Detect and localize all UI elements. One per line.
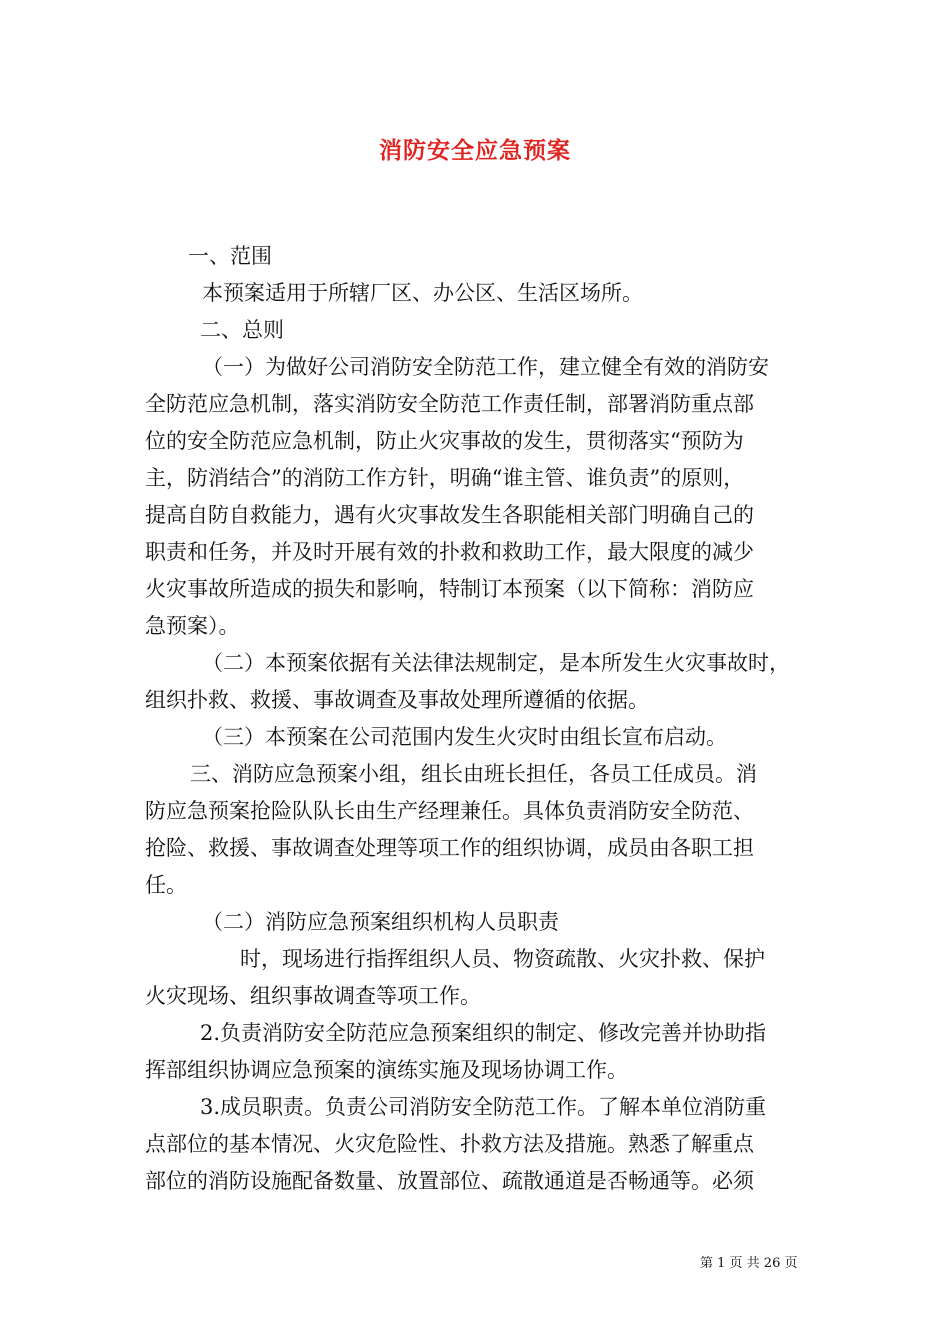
paragraph-line: 组织扑救、救援、事故调查及事故处理所遵循的依据。	[145, 688, 649, 712]
paragraph-line: 全防范应急机制，落实消防安全防范工作责任制，部署消防重点部	[145, 392, 754, 416]
paragraph-line: 职责和任务，并及时开展有效的扑救和救助工作，最大限度的减少	[145, 540, 754, 564]
paragraph-line: 任。	[145, 873, 187, 897]
paragraph-line: （一）为做好公司消防安全防范工作，建立健全有效的消防安	[202, 355, 769, 379]
paragraph-line: 三、消防应急预案小组，组长由班长担任，各员工任成员。消	[190, 762, 757, 786]
paragraph-line: （二）消防应急预案组织机构人员职责	[202, 910, 559, 934]
paragraph-line: 火灾现场、组织事故调查等项工作。	[145, 984, 481, 1008]
paragraph-line: 位的安全防范应急机制，防止火灾事故的发生，贯彻落实“预防为	[145, 429, 744, 453]
paragraph-line: 点部位的基本情况、火灾危险性、扑救方法及措施。熟悉了解重点	[145, 1132, 754, 1156]
paragraph-line: （三）本预案在公司范围内发生火灾时由组长宣布启动。	[202, 725, 727, 749]
paragraph-line: 抢险、救援、事故调查处理等项工作的组织协调，成员由各职工担	[145, 836, 754, 860]
paragraph-line: 2.负责消防安全防范应急预案组织的制定、修改完善并协助指	[200, 1021, 767, 1045]
paragraph-line: 火灾事故所造成的损失和影响，特制订本预案（以下简称：消防应	[145, 577, 754, 601]
paragraph-line: 3.成员职责。负责公司消防安全防范工作。了解本单位消防重	[200, 1095, 767, 1119]
paragraph-line: 部位的消防设施配备数量、放置部位、疏散通道是否畅通等。必须	[145, 1169, 754, 1193]
paragraph-line: 时，现场进行指挥组织人员、物资疏散、火灾扑救、保护	[240, 947, 765, 971]
paragraph-line: 防应急预案抢险队队长由生产经理兼任。具体负责消防安全防范、	[145, 799, 754, 823]
paragraph-line: 急预案）。	[145, 614, 240, 638]
document-title: 消防安全应急预案	[379, 137, 571, 164]
section-heading-general: 二、总则	[200, 318, 284, 342]
page-number: 第 1 页 共 26 页	[700, 1256, 798, 1271]
paragraph-line: （二）本预案依据有关法律法规制定，是本所发生火灾事故时，	[202, 651, 790, 675]
section-heading-scope: 一、范围	[188, 244, 272, 268]
paragraph-line: 本预案适用于所辖厂区、办公区、生活区场所。	[202, 281, 643, 305]
paragraph-line: 主，防消结合”的消防工作方针，明确“谁主管、谁负责”的原则，	[145, 466, 745, 490]
paragraph-line: 挥部组织协调应急预案的演练实施及现场协调工作。	[145, 1058, 628, 1082]
paragraph-line: 提高自防自救能力，遇有火灾事故发生各职能相关部门明确自己的	[145, 503, 754, 527]
